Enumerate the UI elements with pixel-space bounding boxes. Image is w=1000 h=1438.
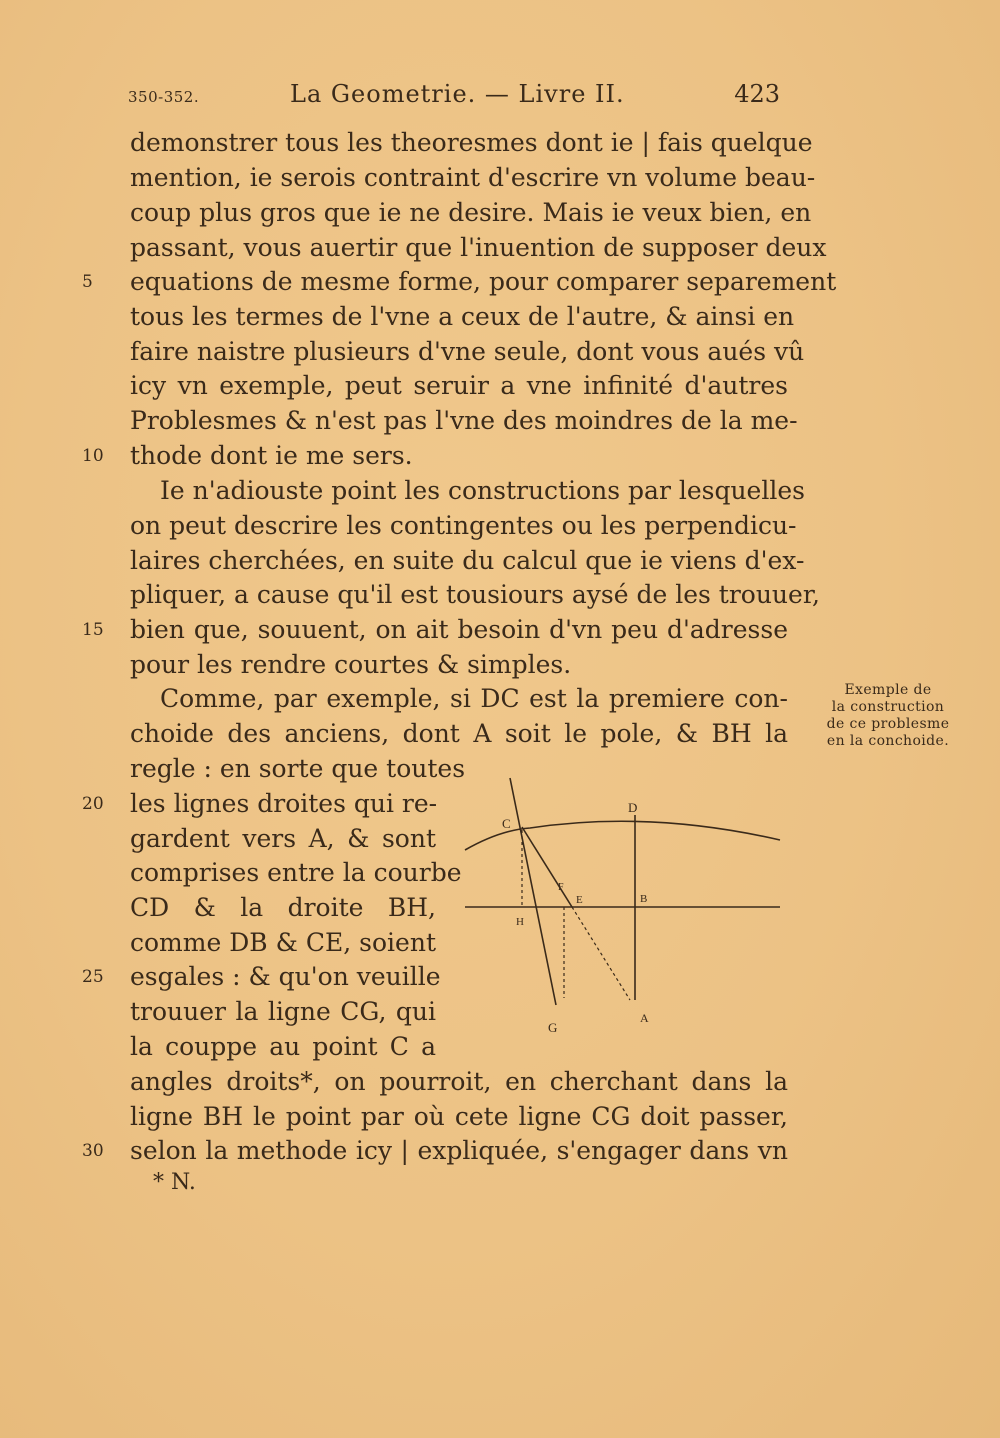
line-number: 30 [82,1141,104,1161]
line-number: 10 [82,446,104,466]
conchoid-figure [460,770,790,1040]
text-line: choide des anciens, dont A soit le pole, & BH la [130,719,788,748]
text-line: Problesmes & n'est pas l'vne des moindres de la me- [130,406,798,435]
line-number: 5 [82,272,93,292]
text-line: Comme, par exemple, si DC est la premiere con- [160,684,788,713]
footnote: * N. [153,1170,196,1195]
text-line: Ie n'adiouste point les constructions par lesquelles [160,476,805,505]
text-line: thode dont ie me sers. [130,441,413,470]
figure-label-h: H [516,916,524,928]
text-line: coup plus gros que ie ne desire. Mais ie veux bien, en [130,198,812,227]
text-line: comprises entre la courbe [130,858,462,887]
figure-label-a: A [640,1011,649,1025]
figure-label-c: C [502,816,511,831]
header-page-number: 423 [734,80,780,108]
figure-label-d: D [628,800,638,815]
dotted-ea [572,907,630,1000]
figure-label-e: E [576,894,583,906]
figure-label-g: G [548,1020,558,1035]
curve-cd [465,821,780,850]
text-line: pour les rendre courtes & simples. [130,650,572,679]
figure-label-f: F [558,882,564,893]
margin-note [806,682,970,750]
header-title: La Geometrie. — Livre II. [290,80,625,108]
text-line: laires cherchées, en suite du calcul que ie viens d'ex- [130,546,805,575]
text-line: mention, ie serois contraint d'escrire vn volume beau- [130,163,816,192]
text-line: icy vn exemple, peut seruir a vne infinité d'autres [130,371,788,400]
margin-note-line: de ce problesme [826,716,950,732]
text-line: on peut descrire les contingentes ou les perpendicu- [130,511,797,540]
line-number: 20 [82,794,104,814]
figure-label-b: B [640,893,648,905]
text-line: passant, vous auertir que l'inuention de supposer deux [130,233,827,262]
header-page-range: 350-352. [128,88,200,106]
text-line: equations de mesme forme, pour comparer separement [130,267,837,296]
text-line: bien que, souuent, on ait besoin d'vn peu d'adresse [130,615,788,644]
text-line: ligne BH le point par où cete ligne CG doit passer, [130,1102,788,1131]
text-line: faire naistre plusieurs d'vne seule, dont vous aués vû [130,337,805,366]
text-line: la couppe au point C a [130,1032,436,1061]
conchoid-diagram [460,770,790,1040]
text-line: pliquer, a cause qu'il est tousiours aysé de les trouuer, [130,580,820,609]
margin-note-line: en la conchoide. [826,733,950,749]
text-line: trouuer la ligne CG, qui [130,997,436,1026]
text-line: esgales : & qu'on veuille [130,962,441,991]
running-header [128,80,788,110]
text-line: CD & la droite BH, [130,893,436,922]
margin-note-line: Exemple de [844,682,932,698]
line-number: 15 [82,620,104,640]
text-line: tous les termes de l'vne a ceux de l'autre, & ainsi en [130,302,795,331]
text-line: regle : en sorte que toutes [130,754,466,783]
text-line: les lignes droites qui re- [130,789,438,818]
text-line: angles droits*, on pourroit, en cherchant dans la [130,1067,788,1096]
line-number: 25 [82,967,104,987]
text-line: gardent vers A, & sont [130,824,436,853]
margin-note-line: la construction [831,699,945,715]
line-through-c-g [510,778,556,1005]
segment-ce [522,827,572,907]
text-line: selon la methode icy | expliquée, s'engager dans vn [130,1136,788,1165]
text-line: comme DB & CE, soient [130,928,436,957]
text-line: demonstrer tous les theoresmes dont ie | fais quelque [130,128,813,157]
